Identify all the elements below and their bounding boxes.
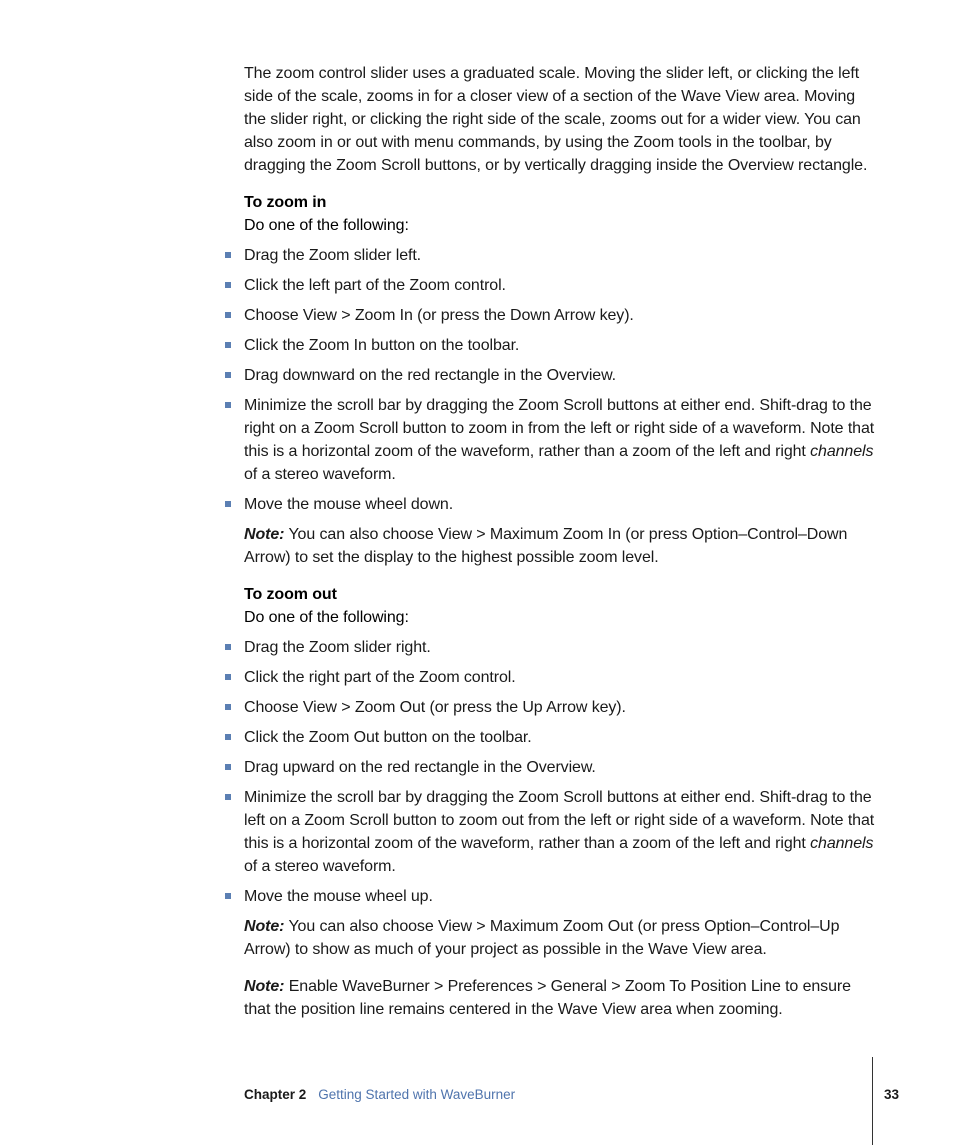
list-item-text: Drag upward on the red rectangle in the Overview. (244, 759, 596, 776)
bullet-icon (225, 734, 231, 740)
list-item-text: Drag downward on the red rectangle in the Overview. (244, 367, 616, 384)
list-item (244, 493, 876, 516)
list-item-text: Minimize the scroll bar by dragging the Zoom Scroll buttons at either end. Shift-drag to the right on a Zoom Scroll button to zoom in from the left or right side of a waveform. Note that this is a horizontal zoom of the waveform, rather than a zoom of the left and right (244, 397, 875, 460)
list-item (244, 786, 876, 878)
list-item-text: Choose View > Zoom In (or press the Down Arrow key). (244, 307, 634, 324)
bullet-icon (225, 372, 231, 378)
bullet-icon (225, 252, 231, 258)
list-item (244, 696, 876, 719)
zoom-in-lead: Do one of the following: (244, 217, 409, 234)
list-item (244, 666, 876, 689)
bullet-icon (225, 704, 231, 710)
page-footer (244, 1086, 515, 1104)
list-item-text: Move the mouse wheel up. (244, 888, 433, 905)
bullet-icon (225, 794, 231, 800)
list-item (244, 394, 876, 486)
list-item (244, 244, 876, 267)
zoom-in-note (244, 523, 876, 569)
bullet-icon (225, 402, 231, 408)
list-item-text: Click the Zoom Out button on the toolbar. (244, 729, 532, 746)
bullet-icon (225, 674, 231, 680)
zoom-in-list (244, 244, 876, 516)
list-item (244, 364, 876, 387)
emphasis-text: channels (810, 443, 874, 460)
document-body (244, 62, 876, 1035)
footer-chapter-title: Getting Started with WaveBurner (318, 1087, 516, 1102)
list-item-text: Click the Zoom In button on the toolbar. (244, 337, 520, 354)
list-item-text: Drag the Zoom slider right. (244, 639, 431, 656)
zoom-in-heading: To zoom in (244, 194, 327, 211)
list-item-text: of a stereo waveform. (244, 466, 396, 483)
list-item-text: of a stereo waveform. (244, 858, 396, 875)
bullet-icon (225, 282, 231, 288)
note-label: Note: (244, 978, 285, 995)
bullet-icon (225, 764, 231, 770)
list-item (244, 726, 876, 749)
footer-chapter: Chapter 2 (244, 1087, 307, 1102)
bullet-icon (225, 501, 231, 507)
bullet-icon (225, 312, 231, 318)
note-text: You can also choose View > Maximum Zoom In (or press Option–Control–Down Arrow) to set the display to the highest possible zoom level. (244, 526, 848, 566)
bullet-icon (225, 644, 231, 650)
bullet-icon (225, 893, 231, 899)
list-item (244, 304, 876, 327)
zoom-out-lead: Do one of the following: (244, 609, 409, 626)
zoom-in-section (244, 191, 876, 237)
list-item (244, 274, 876, 297)
note-label: Note: (244, 526, 285, 543)
final-note (244, 975, 876, 1021)
footer-divider (872, 1057, 873, 1145)
intro-paragraph: The zoom control slider uses a graduated scale. Moving the slider left, or clicking the left side of the scale, zooms in for a closer view of a section of the Wave View area. Moving the slider right, or clicking the right side of the scale, zooms out for a wider view. You can also zoom in or out with menu commands, by using the Zoom tools in the toolbar, by dragging the Zoom Scroll buttons, or by vertically dragging inside the Overview rectangle. (244, 65, 868, 174)
zoom-out-heading: To zoom out (244, 586, 337, 603)
note-text: You can also choose View > Maximum Zoom Out (or press Option–Control–Up Arrow) to show as much of your project as possible in the Wave View area. (244, 918, 840, 958)
note-text: Enable WaveBurner > Preferences > General > Zoom To Position Line to ensure that the position line remains centered in the Wave View area when zooming. (244, 978, 851, 1018)
note-label: Note: (244, 918, 285, 935)
bullet-icon (225, 342, 231, 348)
list-item (244, 636, 876, 659)
list-item (244, 756, 876, 779)
list-item (244, 885, 876, 908)
zoom-out-list (244, 636, 876, 908)
list-item-text: Click the left part of the Zoom control. (244, 277, 506, 294)
list-item (244, 334, 876, 357)
list-item-text: Move the mouse wheel down. (244, 496, 454, 513)
list-item-text: Minimize the scroll bar by dragging the Zoom Scroll buttons at either end. Shift-drag to the left on a Zoom Scroll button to zoom out from the left or right side of a waveform. Note that this is a horizontal zoom of the waveform, rather than a zoom of the left and right (244, 789, 875, 852)
page-number: 33 (884, 1087, 900, 1102)
list-item-text: Drag the Zoom slider left. (244, 247, 422, 264)
list-item-text: Click the right part of the Zoom control. (244, 669, 516, 686)
zoom-out-note (244, 915, 876, 961)
zoom-out-section (244, 583, 876, 629)
list-item-text: Choose View > Zoom Out (or press the Up Arrow key). (244, 699, 626, 716)
emphasis-text: channels (810, 835, 874, 852)
